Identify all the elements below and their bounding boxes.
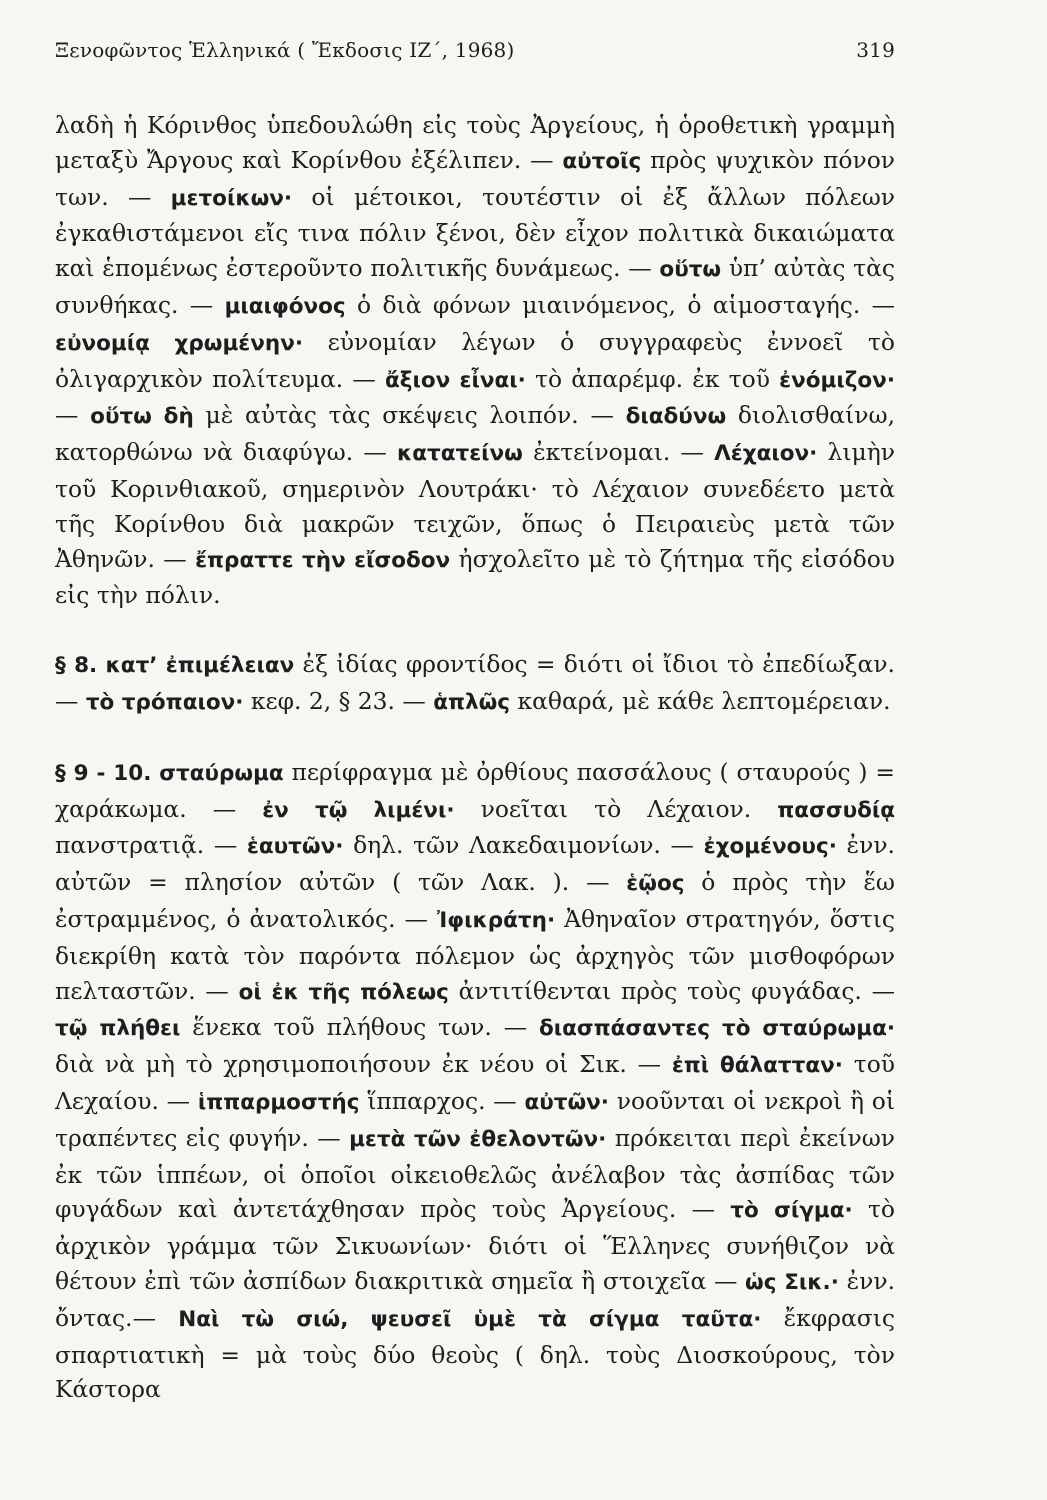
lemma-term: ἐχομένους·: [703, 834, 837, 860]
gloss-text: ἐνν. αὐτῶν = πλησίον αὐτῶν ( τῶν Λακ. ). —: [55, 831, 895, 897]
lemma-term: τῷ πλήθει: [55, 1016, 181, 1042]
gloss-text: τοῦ Λεχαίου. —: [55, 1050, 895, 1115]
running-header: [55, 38, 895, 62]
header-title: Ξενοφῶντος Ἑλληνικά ( Ἔκδοσις ΙΖ΄, 1968): [55, 38, 515, 62]
lemma-term: Λέχαιον·: [714, 441, 818, 467]
lemma-term: ἱππαρμοστής: [197, 1089, 360, 1115]
lemma-term: ἑαυτῶν·: [246, 834, 344, 860]
gloss-text: τὸ ἀπαρέμφ. ἐκ τοῦ: [525, 364, 780, 393]
gloss-text: —: [55, 401, 91, 430]
gloss-text: νοεῖται τὸ Λέχαιον.: [454, 794, 778, 823]
gloss-text: διὰ νὰ μὴ τὸ χρησιμοποιήσουν ἐκ νέου οἱ Σικ. —: [55, 1050, 672, 1079]
lemma-term: § 8. κατ’ ἐπιμέλειαν: [55, 653, 295, 679]
lemma-term: εὐνομίᾳ χρωμένην·: [55, 330, 304, 356]
gloss-text: εὐνομίαν λέγων ὁ συγγραφεὺς ἐννοεῖ τὸ ὀλιγαρχικὸν πολίτευμα. —: [55, 327, 895, 393]
gloss-text: μὲ αὐτὰς τὰς σκέψεις λοιπόν. —: [193, 401, 626, 430]
lemma-term: οἱ ἐκ τῆς πόλεως: [238, 979, 449, 1005]
paragraph-section-9-10: [55, 755, 895, 1407]
gloss-text: ὁ πρὸς τὴν ἕω ἐστραμμένος, ὁ ἀνατολικός. —: [55, 868, 895, 933]
gloss-text: ἵππαρχος. —: [359, 1086, 525, 1115]
lemma-term: διασπάσαντες τὸ σταύρωμα·: [539, 1016, 896, 1042]
gloss-text: ἐκτείνομαι. —: [522, 438, 715, 467]
gloss-text: καθαρά, μὲ κάθε λεπτομέρειαν.: [510, 686, 891, 715]
gloss-text: πανστρατιᾷ. —: [55, 831, 247, 860]
lemma-term: § 9 - 10. σταύρωμα: [55, 760, 284, 786]
gloss-text: κεφ. 2, § 23. —: [243, 686, 434, 715]
lemma-term: οὕτω: [659, 257, 722, 283]
gloss-text: ἐξ ἰδίας φροντίδος = διότι οἱ ἴδιοι τὸ ἐπεδίωξαν. —: [55, 650, 895, 715]
gloss-text: ἀντιτίθενται πρὸς τοὺς φυγάδας. —: [448, 976, 895, 1005]
lemma-term: πασσυδίᾳ: [777, 797, 896, 823]
page-number: 319: [856, 38, 895, 62]
lemma-term: τὸ τρόπαιον·: [85, 689, 244, 715]
lemma-term: ἁπλῶς: [433, 689, 511, 715]
lemma-term: τὸ σίγμα·: [730, 1198, 853, 1224]
lemma-term: Ἰφικράτη·: [436, 907, 556, 933]
gloss-text: ἔκφρασις σπαρτιατικὴ = μὰ τοὺς δύο θεοὺς ( δηλ. τοὺς Διοσκούρους, τὸν Κάστορα: [55, 1303, 895, 1404]
gloss-text: λιμὴν τοῦ Κορινθιακοῦ, σημερινὸν Λουτράκι· τὸ Λέχαιον συνεδέετο μετὰ τῆς Κορίνθου διὰ μακρῶν τειχῶν, ὅπως ὁ Πειραιεὺς μετὰ τῶν Ἀθηνῶν. —: [55, 438, 895, 573]
gloss-text: ὁ διὰ φόνων μιαινόμενος, ὁ αἱμοσταγής. —: [345, 290, 896, 319]
lemma-term: διαδύνω: [625, 404, 727, 430]
lemma-term: ἐπὶ θάλατταν·: [671, 1053, 843, 1079]
gloss-text: πρὸς ψυχικὸν πόνον των. —: [55, 145, 895, 211]
lemma-term: ἐν τῷ λιμένι·: [262, 797, 455, 823]
gloss-text: οἱ μέτοικοι, τουτέστιν οἱ ἐξ ἄλλων πόλεων ἐγκαθιστάμενοι εἴς τινα πόλιν ξένοι, δὲν εἶχον πολιτικὰ δικαιώματα καὶ ἑπομένως ἐστεροῦντο πολιτικῆς δυνάμεως. —: [55, 182, 895, 283]
gloss-text: Ἀθηναῖον στρατηγόν, ὅστις διεκρίθη κατὰ τὸν παρόντα πόλεμον ὡς ἀρχηγὸς τῶν μισθοφόρων πελταστῶν. —: [55, 904, 895, 1005]
lemma-term: μιαιφόνος: [224, 293, 346, 319]
lemma-term: ὡς Σικ.·: [745, 1269, 839, 1295]
lemma-term: Ναὶ τὼ σιώ, ψευσεῖ ὑμὲ τὰ σίγμα ταῦτα·: [178, 1306, 762, 1332]
gloss-text: πρόκειται περὶ ἐκείνων ἐκ τῶν ἱππέων, οἱ ὁποῖοι οἰκειοθελῶς ἀνέλαβον τὰς ἀσπίδας τῶν φυγάδων καὶ ἀντετάχθησαν πρὸς τοὺς Ἀργείους. —: [55, 1123, 896, 1224]
lemma-term: μετοίκων·: [170, 185, 293, 211]
gloss-text: νοοῦνται οἱ νεκροὶ ἢ οἱ τραπέντες εἰς φυγήν. —: [55, 1086, 895, 1152]
gloss-text: ἠσχολεῖτο μὲ τὸ ζήτημα τῆς εἰσόδου εἰς τὴν πόλιν.: [55, 544, 895, 610]
gloss-text: ἐνν. ὄντας.—: [55, 1266, 896, 1332]
gloss-text: διολισθαίνω, κατορθώνω νὰ διαφύγω. —: [55, 401, 896, 467]
paragraph-section-8: [55, 647, 895, 721]
gloss-text: ὑπ’ αὐτὰς τὰς συνθήκας. —: [55, 254, 895, 319]
gloss-text: λαδὴ ἡ Κόρινθος ὑπεδουλώθη εἰς τοὺς Ἀργείους, ἡ ὁροθετικὴ γραμμὴ μεταξὺ Ἄργους καὶ Κορίνθου ἐξέλιπεν. —: [55, 111, 895, 174]
gloss-text: ἕνεκα τοῦ πλήθους των. —: [180, 1013, 540, 1042]
lemma-term: οὕτω δὴ: [90, 404, 194, 430]
lemma-term: ἔπραττε τὴν εἴσοδον: [195, 547, 451, 573]
lemma-term: κατατείνω: [396, 441, 523, 467]
lemma-term: αὐτοῖς: [562, 148, 642, 174]
gloss-text: τὸ ἀρχικὸν γράμμα τῶν Σικυωνίων· διότι οἱ Ἕλληνες συνήθιζον νὰ θέτουν ἐπὶ τῶν ἀσπίδων διακριτικὰ σημεῖα ἢ στοιχεῖα —: [55, 1195, 895, 1295]
paragraph-1: [55, 108, 895, 613]
lemma-term: ἄξιον εἶναι·: [385, 367, 526, 393]
lemma-term: μετὰ τῶν ἐθελοντῶν·: [349, 1126, 607, 1152]
gloss-text: δηλ. τῶν Λακεδαιμονίων. —: [343, 831, 704, 860]
lemma-term: ἐνόμιζον·: [779, 367, 895, 393]
gloss-text: περίφραγμα μὲ ὀρθίους πασσάλους ( σταυρούς ) = χαράκωμα. —: [55, 757, 895, 823]
commentary-text: [55, 108, 895, 1407]
lemma-term: αὐτῶν·: [524, 1089, 609, 1115]
lemma-term: ἑῷος: [626, 871, 685, 897]
